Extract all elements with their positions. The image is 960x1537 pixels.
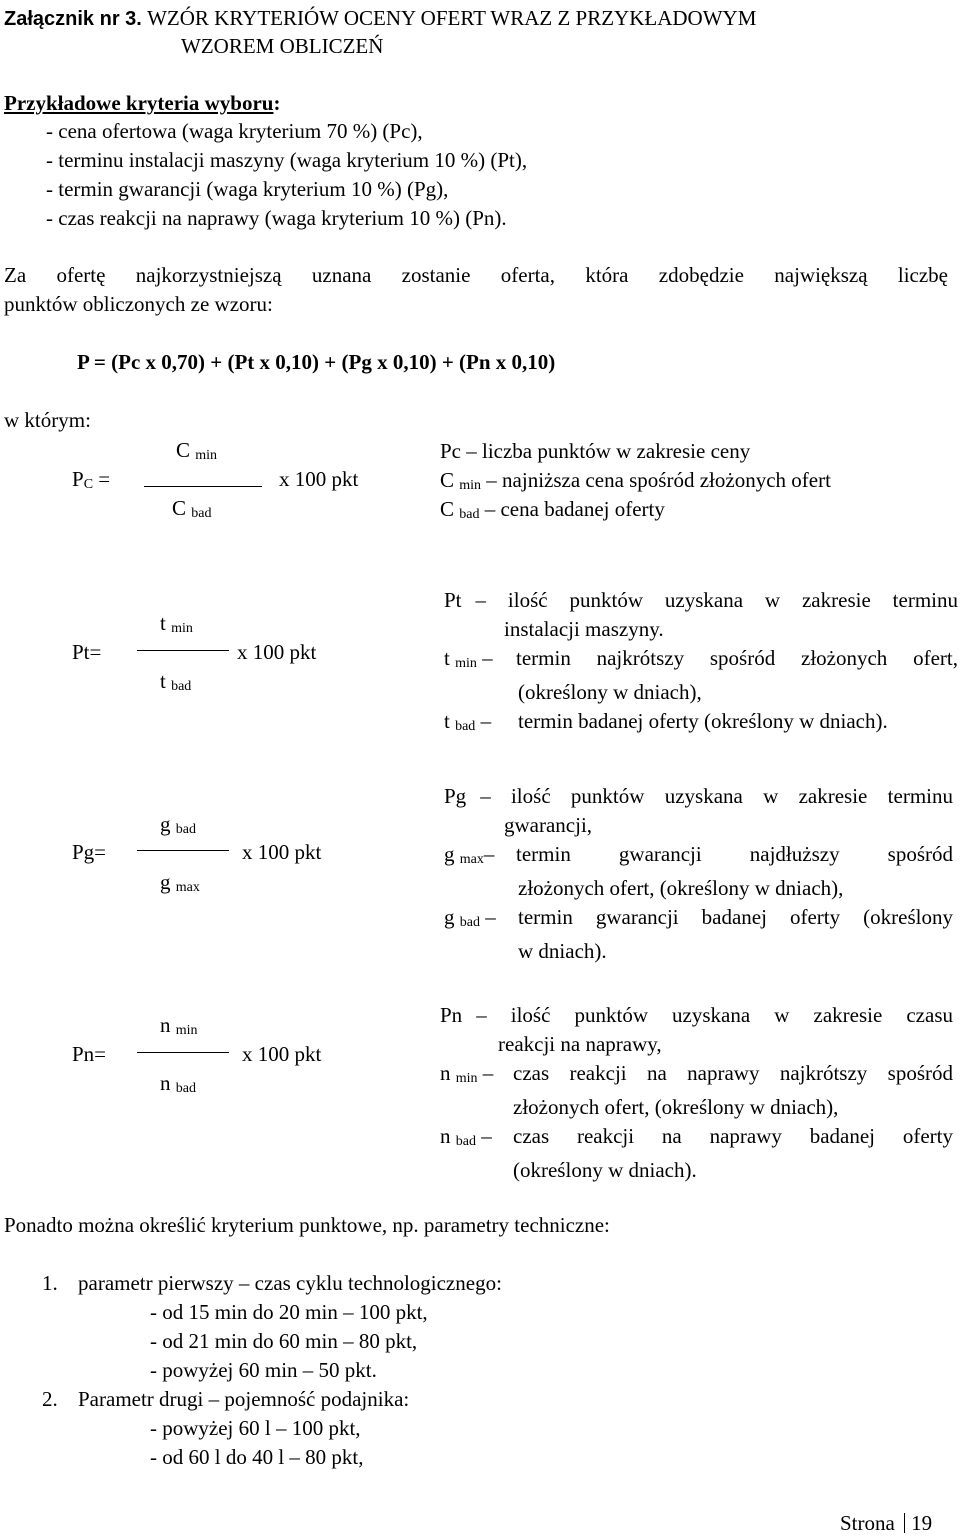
pc-eq: = [93, 467, 111, 491]
desc-symbol-group: g max– [444, 842, 495, 867]
pg-num-sub: bad [175, 822, 196, 837]
main-formula: P = (Pc x 0,70) + (Pt x 0,10) + (Pg x 0,10) + (Pn x 0,10) [77, 350, 556, 374]
desc-symbol: n [440, 1124, 451, 1148]
desc-text: – liczba punktów w zakresie ceny [461, 439, 751, 463]
document-title-line2: WZOREM OBLICZEŃ [181, 34, 384, 58]
criteria-item: - termin gwarancji (waga kryterium 10 %) (Pg), [46, 177, 449, 201]
pc-symbol: P [72, 467, 84, 491]
desc-continuation: reakcji na naprawy, [498, 1032, 662, 1056]
criteria-heading-row [4, 89, 280, 117]
desc-sub: min [455, 1071, 478, 1086]
pn-multiplier: x 100 pkt [242, 1042, 322, 1066]
desc-continuation: (określony w dniach). [513, 1158, 697, 1182]
pc-desc-line [440, 495, 665, 529]
criteria-heading: Przykładowe kryteria wyboru [4, 91, 274, 115]
desc-symbol: n [440, 1061, 451, 1085]
page-number: 19 [911, 1511, 933, 1535]
pn-desc [440, 1001, 953, 1185]
pn-desc-line2 [440, 1059, 953, 1093]
page-label: Strona [840, 1511, 895, 1535]
pg-num-symbol: g [160, 812, 171, 836]
list-number: 2. [42, 1387, 58, 1411]
desc-symbol: Pc [440, 439, 461, 463]
pt-desc [444, 586, 958, 741]
desc-sub: min [455, 656, 477, 671]
in-which-label: w którym: [4, 408, 91, 432]
pt-lhs: Pt= [72, 640, 102, 664]
pn-lhs: Pn= [72, 1042, 107, 1066]
desc-text: – ilość punktów uzyskana w zakresie terminu [480, 784, 953, 808]
pn-den-symbol: n [160, 1071, 171, 1095]
desc-symbol: g [444, 905, 455, 929]
pt-den-symbol: t [160, 669, 166, 693]
desc-symbol: Pn [440, 1003, 463, 1027]
desc-sub: max [459, 852, 484, 867]
list-subitem: - od 15 min do 20 min – 100 pkt, [150, 1300, 428, 1324]
desc-continuation: złożonych ofert, (określony w dniach), [513, 1095, 839, 1119]
desc-symbol: t [444, 709, 450, 733]
list-subitem: - od 21 min do 60 min – 80 pkt, [150, 1329, 418, 1353]
criteria-item: - terminu instalacji maszyny (waga kryterium 10 %) (Pt), [46, 148, 528, 172]
pt-num-sub: min [171, 621, 193, 636]
list-subitem: - powyżej 60 l – 100 pkt, [150, 1416, 361, 1440]
pt-num-symbol: t [160, 611, 166, 635]
list-title: Parametr drugi – pojemność podajnika: [78, 1387, 410, 1411]
desc-continuation: w dniach). [518, 939, 607, 963]
desc-text: – cena badanej oferty [479, 497, 665, 521]
pg-den-symbol: g [160, 870, 171, 894]
desc-symbol: C [440, 468, 455, 492]
desc-symbol-group: t min – [444, 646, 493, 671]
desc-continuation: gwarancji, [504, 813, 593, 837]
desc-sub: bad [459, 915, 480, 930]
desc-symbol-group: n bad – [440, 1124, 492, 1149]
desc-text: – najniższa cena spośród złożonych ofert [481, 468, 831, 492]
pt-multiplier: x 100 pkt [237, 640, 317, 664]
pg-desc-line2 [444, 840, 953, 874]
pt-den-sub: bad [171, 679, 192, 694]
pg-fraction-line [137, 850, 229, 851]
desc-symbol-group: n min – [440, 1061, 494, 1086]
desc-text: termin gwarancji najdłuższy spośród [516, 842, 953, 866]
pc-num-symbol: C [176, 438, 191, 462]
pt-denominator [160, 667, 191, 701]
desc-text: – ilość punktów uzyskana w zakresie terminu [475, 588, 958, 612]
pc-den-symbol: C [172, 496, 187, 520]
desc-text: termin gwarancji badanej oferty (określony [518, 905, 953, 929]
pc-symbol-sub: C [83, 477, 94, 492]
additional-intro: Ponadto można określić kryterium punktowe, np. parametry techniczne: [4, 1213, 610, 1237]
pc-multiplier: x 100 pkt [279, 467, 359, 491]
desc-text: czas reakcji na naprawy badanej oferty [513, 1124, 953, 1148]
pn-desc-line3 [440, 1122, 953, 1156]
pt-desc-line2 [444, 644, 958, 678]
desc-symbol: C [440, 497, 455, 521]
desc-text: – ilość punktów uzyskana w zakresie czasu [476, 1003, 953, 1027]
desc-symbol: g [444, 842, 455, 866]
pn-num-symbol: n [160, 1013, 171, 1037]
document-title-line1: WZÓR KRYTERIÓW OCENY OFERT WRAZ Z PRZYKŁADOWYM [147, 6, 757, 30]
pc-numerator [176, 436, 217, 470]
pn-numerator [160, 1011, 198, 1045]
pg-desc-line3 [444, 903, 953, 937]
pt-desc-line1 [444, 586, 958, 615]
pg-den-sub: max [175, 880, 200, 895]
desc-sub: bad [459, 507, 480, 522]
list-title: parametr pierwszy – czas cyklu technologicznego: [78, 1271, 502, 1295]
intro-line1: Za ofertę najkorzystniejszą uznana zostanie oferta, która zdobędzie największą liczbę [4, 263, 948, 287]
desc-continuation: złożonych ofert, (określony w dniach), [518, 876, 844, 900]
pc-fraction-line [144, 486, 262, 487]
pc-den-sub: bad [191, 506, 212, 521]
desc-symbol: Pg [444, 784, 467, 808]
desc-text: czas reakcji na naprawy najkrótszy spośród [513, 1061, 953, 1085]
list-subitem: - powyżej 60 min – 50 pkt. [150, 1358, 377, 1382]
pt-desc-line3 [444, 707, 958, 741]
page-header [4, 4, 756, 33]
pg-lhs: Pg= [72, 840, 107, 864]
desc-sub: bad [455, 1134, 476, 1149]
pg-desc-line1 [444, 782, 953, 811]
pc-desc-line [440, 437, 750, 465]
pn-den-sub: bad [175, 1081, 196, 1096]
pg-denominator [160, 868, 200, 902]
list-number: 1. [42, 1271, 58, 1295]
criteria-heading-colon: : [273, 91, 281, 115]
pn-denominator [160, 1069, 196, 1103]
criteria-item: - czas reakcji na naprawy (waga kryterium 10 %) (Pn). [46, 206, 507, 230]
list-subitem: - od 60 l do 40 l – 80 pkt, [150, 1445, 364, 1469]
desc-sub: min [459, 478, 482, 493]
desc-continuation: instalacji maszyny. [504, 617, 664, 641]
attachment-label: Załącznik nr 3. [4, 8, 142, 30]
pc-lhs [72, 465, 110, 499]
pg-multiplier: x 100 pkt [242, 840, 322, 864]
desc-text: termin najkrótszy spośród złożonych ofert, [516, 646, 958, 670]
desc-text: termin badanej oferty (określony w dniach). [518, 709, 888, 733]
pt-numerator [160, 609, 193, 643]
desc-continuation: (określony w dniach), [518, 680, 702, 704]
pg-desc [444, 782, 953, 966]
pn-fraction-line [137, 1052, 229, 1053]
desc-symbol-group: t bad – [444, 709, 492, 734]
pg-numerator [160, 810, 196, 844]
desc-symbol-group: g bad – [444, 905, 496, 930]
desc-sub: bad [455, 719, 476, 734]
pc-num-sub: min [195, 448, 218, 463]
desc-symbol: t [444, 646, 450, 670]
pt-fraction-line [137, 650, 229, 651]
pc-denominator [172, 494, 211, 528]
footer-divider [904, 1513, 905, 1533]
page-footer [840, 1509, 932, 1537]
pn-desc-line1 [440, 1001, 953, 1030]
intro-line2: punktów obliczonych ze wzoru: [4, 292, 273, 316]
criteria-item: - cena ofertowa (waga kryterium 70 %) (Pc), [46, 119, 423, 143]
desc-symbol: Pt [444, 588, 462, 612]
pn-num-sub: min [175, 1023, 198, 1038]
